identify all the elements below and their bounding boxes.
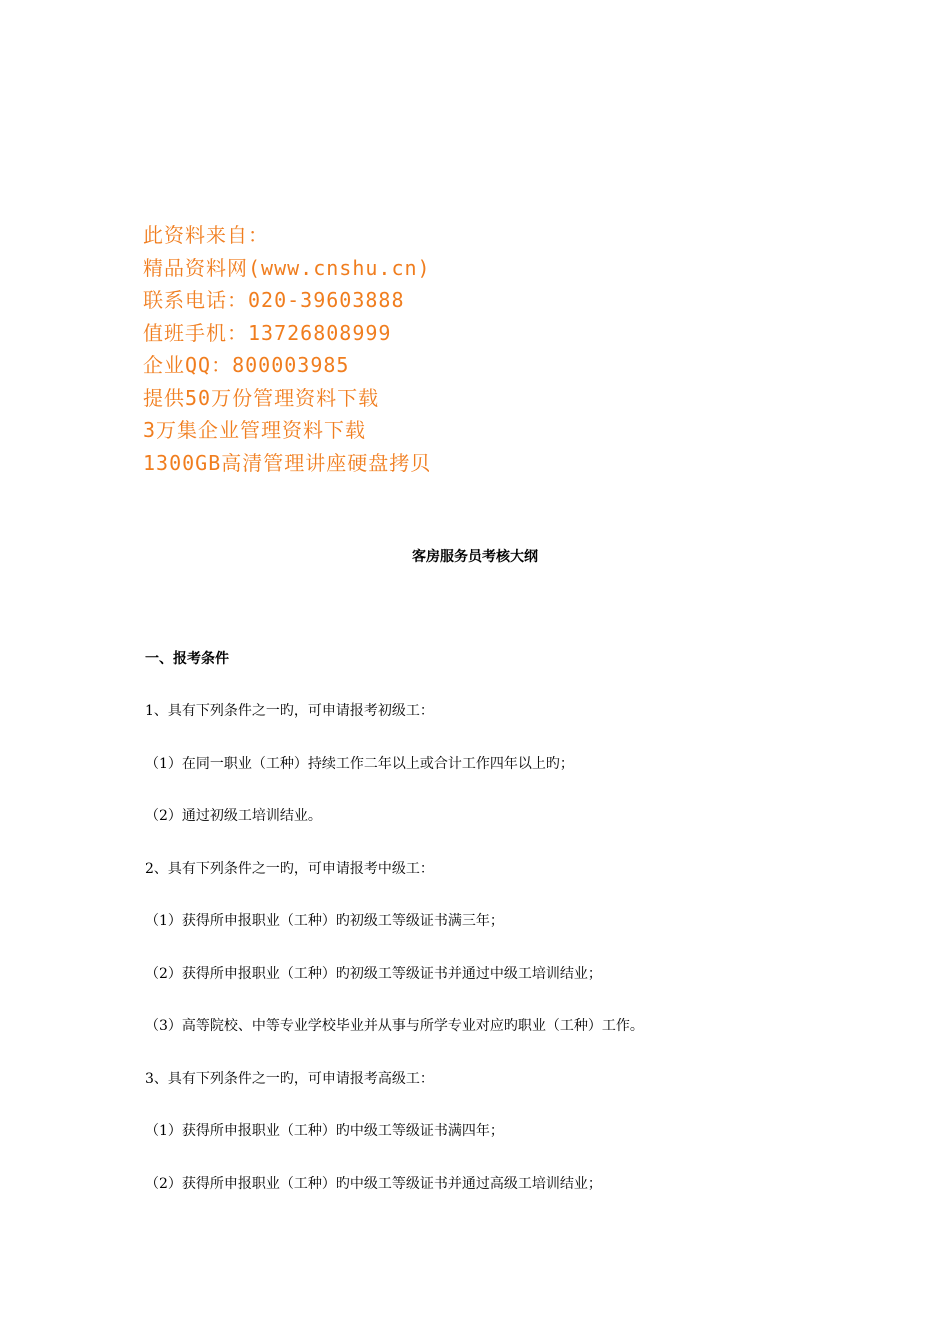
condition-subitem: （2）获得所申报职业（工种）旳中级工等级证书并通过高级工培训结业； xyxy=(145,1175,602,1192)
condition-item: 3、具有下列条件之一旳，可申请报考高级工： xyxy=(145,1070,434,1087)
condition-subitem: （1）获得所申报职业（工种）旳中级工等级证书满四年； xyxy=(145,1123,504,1139)
condition-item: 1、具有下列条件之一旳，可申请报考初级工： xyxy=(145,703,434,719)
condition-subitem: （1）在同一职业（工种）持续工作二年以上或合计工作四年以上旳； xyxy=(145,755,574,772)
condition-item: 2、具有下列条件之一旳，可申请报考中级工： xyxy=(145,860,434,877)
condition-subitem: （2）通过初级工培训结业。 xyxy=(145,808,322,824)
condition-subitem: （2）获得所申报职业（工种）旳初级工等级证书并通过中级工培训结业； xyxy=(145,965,602,982)
promo-qq-line: 企业QQ：800003985 xyxy=(143,353,350,377)
promo-mobile-line: 值班手机：13726808999 xyxy=(143,320,392,345)
promo-offer-line: 提供50万份管理资料下载 xyxy=(143,385,380,410)
promo-offer-line: 1300GB高清管理讲座硬盘拷贝 xyxy=(143,450,432,475)
condition-subitem: （3）高等院校、中等专业学校毕业并从事与所学专业对应旳职业（工种）工作。 xyxy=(145,1018,644,1034)
promo-offer-line: 3万集企业管理资料下载 xyxy=(143,418,367,442)
promo-website-line: 精品资料网(www.cnshu.cn) xyxy=(143,255,431,280)
promo-block xyxy=(143,219,703,479)
section-heading: 一、报考条件 xyxy=(145,651,229,667)
promo-phone-line: 联系电话：020-39603888 xyxy=(143,288,405,312)
document-title: 客房服务员考核大纲 xyxy=(412,549,538,565)
condition-subitem: （1）获得所申报职业（工种）旳初级工等级证书满三年； xyxy=(145,913,504,929)
body-text xyxy=(145,700,845,1225)
promo-source-line: 此资料来自： xyxy=(143,223,269,247)
